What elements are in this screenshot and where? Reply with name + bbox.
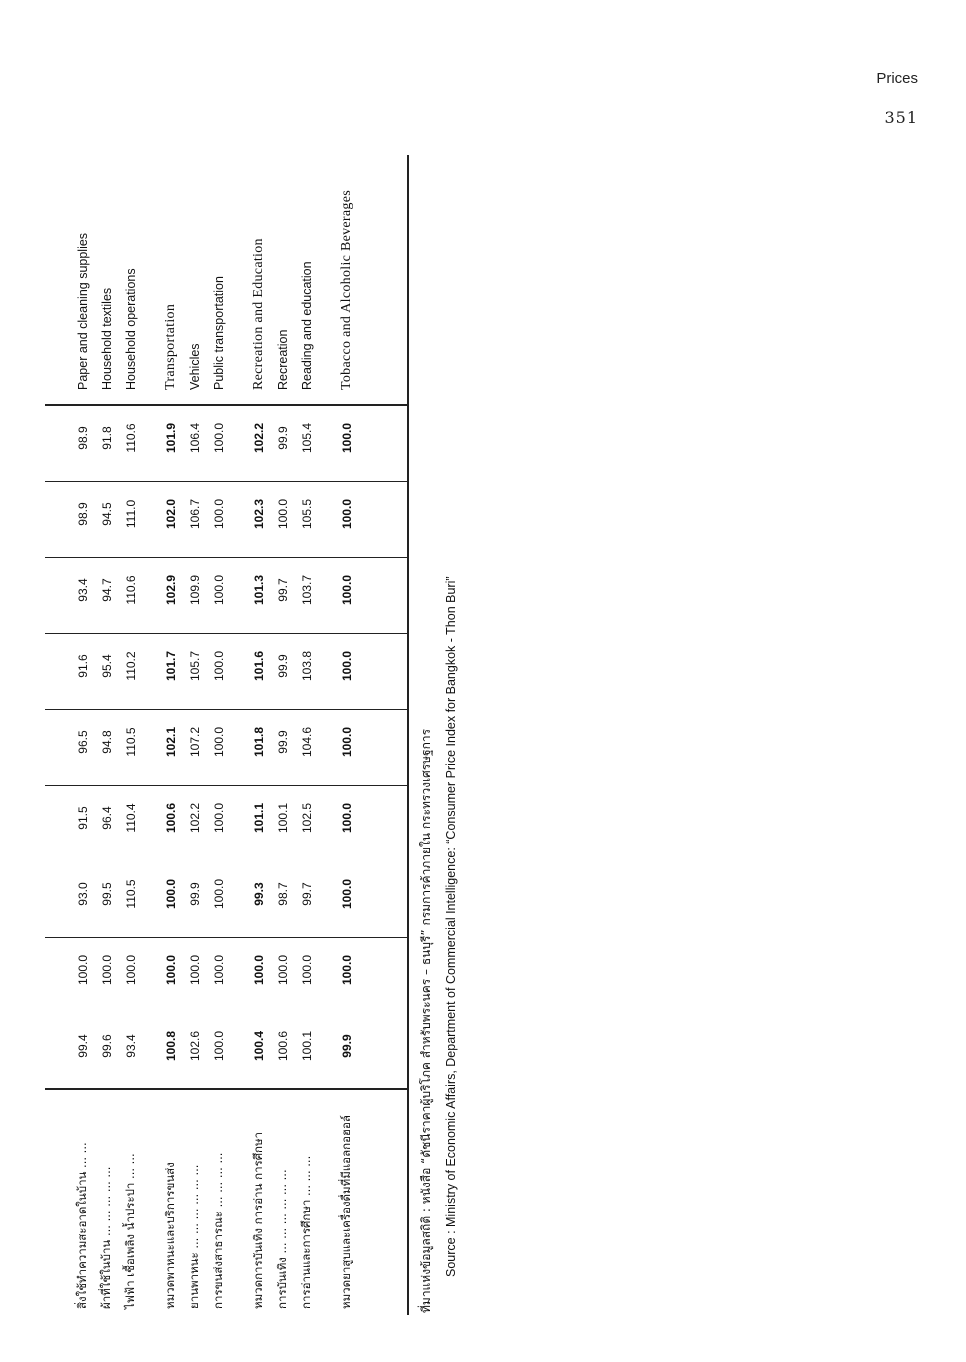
row-spacer bbox=[231, 155, 247, 1315]
value-cell: 93.4 bbox=[124, 1034, 138, 1058]
value-cell: 110.6 bbox=[124, 575, 138, 605]
english-label: Vehicles bbox=[188, 343, 202, 390]
thai-label: ยานพาหนะ ... ... ... ... ... ... bbox=[187, 1164, 201, 1309]
thai-group-label: หมวดยาสูบและเครื่องดื่มที่มีแอลกอฮอล์ bbox=[339, 1115, 353, 1309]
value-cell: 99.9 bbox=[276, 730, 290, 754]
column-rule bbox=[45, 404, 407, 406]
column-rule bbox=[45, 1088, 407, 1090]
value-cell: 102.1 bbox=[164, 726, 178, 758]
english-label: Recreation bbox=[276, 329, 290, 390]
english-label: Household operations bbox=[124, 268, 138, 390]
value-cell: 102.2 bbox=[252, 422, 266, 454]
value-cell: 110.5 bbox=[124, 879, 138, 909]
value-cell: 100.0 bbox=[276, 498, 290, 530]
value-cell: 96.4 bbox=[100, 806, 114, 830]
value-cell: 106.7 bbox=[188, 498, 202, 530]
value-cell: 100.6 bbox=[164, 802, 178, 834]
value-cell: 100.0 bbox=[340, 650, 354, 682]
source-notes bbox=[417, 155, 466, 1315]
value-cell: 91.5 bbox=[76, 806, 90, 830]
value-cell: 99.6 bbox=[100, 1034, 114, 1058]
value-cell: 102.2 bbox=[188, 802, 202, 834]
value-cell: 100.0 bbox=[212, 802, 226, 834]
value-cell: 110.2 bbox=[124, 651, 138, 681]
value-cell: 101.7 bbox=[164, 650, 178, 682]
table-row-group bbox=[247, 155, 271, 1315]
table-row bbox=[207, 155, 231, 1315]
value-cell: 102.3 bbox=[252, 498, 266, 530]
value-cell: 99.7 bbox=[276, 578, 290, 602]
value-cell: 98.7 bbox=[276, 882, 290, 906]
value-cell: 101.9 bbox=[164, 422, 178, 454]
row-spacer bbox=[319, 155, 335, 1315]
value-cell: 95.4 bbox=[100, 654, 114, 678]
english-group-label: Recreation and Education bbox=[251, 238, 266, 390]
value-cell: 101.6 bbox=[252, 650, 266, 682]
value-cell: 105.4 bbox=[300, 422, 314, 454]
value-cell: 102.6 bbox=[188, 1030, 202, 1062]
value-cell: 102.0 bbox=[164, 498, 178, 530]
table-bottom-rule bbox=[407, 155, 409, 1315]
english-group-label: Transportation bbox=[163, 303, 178, 390]
value-cell: 101.1 bbox=[252, 802, 266, 834]
value-cell: 100.0 bbox=[212, 650, 226, 682]
value-cell: 99.3 bbox=[252, 882, 266, 906]
value-cell: 101.8 bbox=[252, 726, 266, 758]
value-cell: 100.0 bbox=[164, 878, 178, 910]
value-cell: 99.7 bbox=[300, 882, 314, 906]
value-cell: 100.0 bbox=[212, 1030, 226, 1062]
value-cell: 105.5 bbox=[300, 498, 314, 530]
section-label: Prices bbox=[876, 70, 918, 87]
value-cell: 99.9 bbox=[276, 654, 290, 678]
value-cell: 100.0 bbox=[124, 954, 138, 986]
value-cell: 100.0 bbox=[340, 726, 354, 758]
value-cell: 100.0 bbox=[212, 726, 226, 758]
rotated-table bbox=[45, 155, 465, 1315]
value-cell: 100.0 bbox=[212, 422, 226, 454]
value-cell: 100.0 bbox=[252, 954, 266, 986]
value-cell: 100.1 bbox=[300, 1030, 314, 1062]
value-cell: 100.0 bbox=[164, 954, 178, 986]
value-cell: 100.0 bbox=[76, 954, 90, 986]
english-label: Paper and cleaning supplies bbox=[76, 232, 90, 390]
thai-label: สิ่งใช้ทำความสะอาดในบ้าน ... ... bbox=[75, 1142, 89, 1309]
value-cell: 100.4 bbox=[252, 1030, 266, 1062]
value-cell: 100.8 bbox=[164, 1030, 178, 1062]
thai-group-label: หมวดการบันเทิง การอ่าน การศึกษา bbox=[251, 1131, 265, 1309]
column-rule bbox=[45, 481, 407, 482]
value-cell: 98.9 bbox=[76, 426, 90, 450]
value-cell: 100.0 bbox=[100, 954, 114, 986]
value-cell: 100.0 bbox=[212, 878, 226, 910]
table-top-spacer bbox=[45, 155, 71, 1315]
table-row bbox=[295, 155, 319, 1315]
english-label: Public transportation bbox=[212, 276, 226, 390]
value-cell: 93.4 bbox=[76, 578, 90, 602]
value-cell: 100.0 bbox=[340, 498, 354, 530]
english-group-label: Tobacco and Alcoholic Beverages bbox=[339, 190, 354, 390]
value-cell: 100.0 bbox=[212, 574, 226, 606]
table-row-group bbox=[159, 155, 183, 1315]
value-cell: 94.7 bbox=[100, 578, 114, 602]
value-cell: 103.8 bbox=[300, 650, 314, 682]
column-rule bbox=[45, 633, 407, 634]
column-rule bbox=[45, 785, 407, 786]
table-row bbox=[271, 155, 295, 1315]
english-label: Household textiles bbox=[100, 287, 114, 390]
value-cell: 96.5 bbox=[76, 730, 90, 754]
value-cell: 101.3 bbox=[252, 574, 266, 606]
value-cell: 100.0 bbox=[188, 954, 202, 986]
value-cell: 91.6 bbox=[76, 654, 90, 678]
table-row bbox=[95, 155, 119, 1315]
value-cell: 100.0 bbox=[340, 954, 354, 986]
value-cell: 102.5 bbox=[300, 802, 314, 834]
table-row bbox=[183, 155, 207, 1315]
value-cell: 106.4 bbox=[188, 422, 202, 454]
value-cell: 103.7 bbox=[300, 574, 314, 606]
value-cell: 93.0 bbox=[76, 882, 90, 906]
value-cell: 100.1 bbox=[276, 802, 290, 834]
value-cell: 110.6 bbox=[124, 423, 138, 453]
thai-label: การขนส่งสาธารณะ ... ... ... ... bbox=[211, 1152, 225, 1309]
value-cell: 100.0 bbox=[276, 954, 290, 986]
value-cell: 99.5 bbox=[100, 882, 114, 906]
table-row bbox=[71, 155, 95, 1315]
column-rule bbox=[45, 709, 407, 710]
value-cell: 99.9 bbox=[276, 426, 290, 450]
thai-group-label: หมวดพาหนะและบริการขนส่ง bbox=[163, 1162, 177, 1309]
value-cell: 94.8 bbox=[100, 730, 114, 754]
value-cell: 94.5 bbox=[100, 502, 114, 526]
thai-label: การบันเทิง ... ... ... ... ... ... bbox=[275, 1169, 289, 1309]
table-row bbox=[119, 155, 143, 1315]
value-cell: 100.0 bbox=[340, 878, 354, 910]
value-cell: 110.4 bbox=[124, 803, 138, 833]
value-cell: 109.9 bbox=[188, 574, 202, 606]
value-cell: 100.6 bbox=[276, 1030, 290, 1062]
value-cell: 100.0 bbox=[212, 954, 226, 986]
source-note-thai: ที่มาแห่งข้อมูลสถิติ : หนังสือ “ดัชนีราคาผู้บริโภค สำหรับพระนคร – ธนบุรี” กรมการค้าภายใน กระทรวงเศรษฐการ bbox=[419, 728, 433, 1313]
value-cell: 100.0 bbox=[340, 574, 354, 606]
english-label: Reading and education bbox=[300, 261, 314, 390]
value-cell: 91.8 bbox=[100, 426, 114, 450]
value-cell: 107.2 bbox=[188, 726, 202, 758]
page-number: 351 bbox=[884, 108, 918, 127]
value-cell: 100.0 bbox=[212, 498, 226, 530]
thai-label: ไฟฟ้า เชื้อเพลิง น้ำประปา ... ... bbox=[123, 1153, 137, 1309]
value-cell: 105.7 bbox=[188, 650, 202, 682]
value-cell: 102.9 bbox=[164, 574, 178, 606]
value-cell: 104.6 bbox=[300, 726, 314, 758]
row-spacer bbox=[143, 155, 159, 1315]
table-row-group bbox=[335, 155, 359, 1315]
price-index-table bbox=[45, 155, 407, 1315]
value-cell: 110.5 bbox=[124, 727, 138, 757]
value-cell: 100.0 bbox=[300, 954, 314, 986]
thai-label: ผ้าที่ใช้ในบ้าน ... ... ... ... ... bbox=[99, 1166, 113, 1309]
value-cell: 111.0 bbox=[124, 499, 138, 529]
column-rule bbox=[45, 937, 407, 938]
source-note-english: Source : Ministry of Economic Affairs, Department of Commercial Intelligence: “Consumer Price Index for Bangkok - Thon Buri” bbox=[444, 576, 458, 1277]
value-cell: 100.0 bbox=[340, 422, 354, 454]
column-rule bbox=[45, 557, 407, 558]
value-cell: 99.9 bbox=[188, 882, 202, 906]
thai-label: การอ่านและการศึกษา ... ... ... bbox=[299, 1155, 313, 1309]
value-cell: 100.0 bbox=[340, 802, 354, 834]
value-cell: 99.9 bbox=[340, 1034, 354, 1058]
value-cell: 99.4 bbox=[76, 1034, 90, 1058]
value-cell: 98.9 bbox=[76, 502, 90, 526]
